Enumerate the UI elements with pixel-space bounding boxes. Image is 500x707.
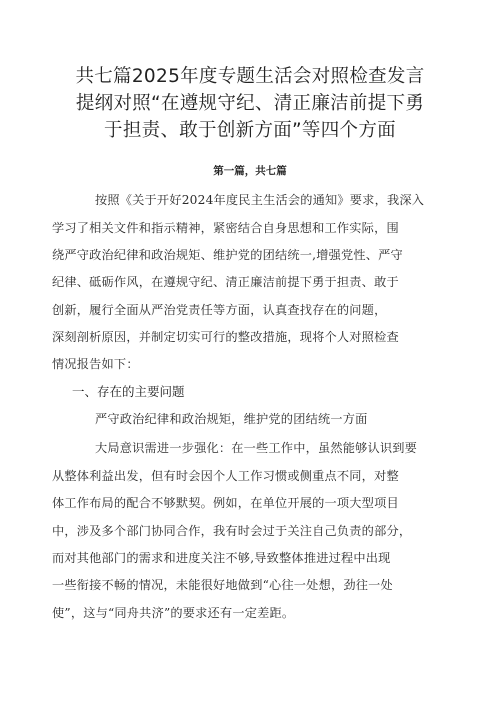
subsection-heading: 严守政治纪律和政治规矩，维护党的团结统一方面 — [95, 412, 368, 426]
document-title-line-2: 提纲对照“在遵规守纪、清正廉洁前提下勇 — [75, 93, 425, 114]
document-subtitle: 第一篇，共七篇 — [213, 165, 287, 177]
intro-line: 绕严守政治纪律和政治规矩、维护党的团结统一,增强党性、严守 — [52, 248, 403, 262]
body-line: 而对其他部门的需求和进度关注不够,导致整体推进过程中出现 — [52, 551, 391, 565]
intro-line: 纪律、砥砺作风，在遵规守纪、清正廉洁前提下勇于担责、敢于 — [52, 275, 399, 289]
intro-line: 深刻剖析原因，并制定切实可行的整改措施，现将个人对照检查 — [52, 330, 399, 344]
body-line: 中，涉及多个部门协同合作，我有时会过于关注自己负责的部分， — [52, 524, 412, 538]
body-line: 使”，这与“同舟共济”的要求还有一定差距。 — [52, 606, 295, 620]
intro-line: 按照《关于开好2024年度民主生活会的通知》要求，我深入 — [95, 193, 425, 207]
document-title-line-1: 共七篇2025年度专题生活会对照检查发言 — [75, 66, 425, 87]
body-line: 大局意识需进一步强化：在一些工作中，虽然能够认识到要 — [95, 441, 418, 455]
intro-line: 情况报告如下： — [52, 357, 139, 371]
document-title-line-3: 于担责、敢于创新方面”等四个方面 — [104, 120, 396, 141]
body-line: 一些衔接不畅的情况，未能很好地做到“心往一处想，劲往一处 — [52, 578, 393, 592]
section-heading: 一、存在的主要问题 — [72, 384, 185, 399]
intro-line: 创新，履行全面从严治党责任等方面，认真查找存在的问题， — [52, 303, 387, 317]
intro-line: 学习了相关文件和指示精神，紧密结合自身思想和工作实际，围 — [52, 221, 399, 235]
body-line: 从整体利益出发，但有时会因个人工作习惯或侧重点不同，对整 — [52, 469, 399, 483]
body-line: 体工作布局的配合不够默契。例如，在单位开展的一项大型项目 — [52, 496, 399, 510]
